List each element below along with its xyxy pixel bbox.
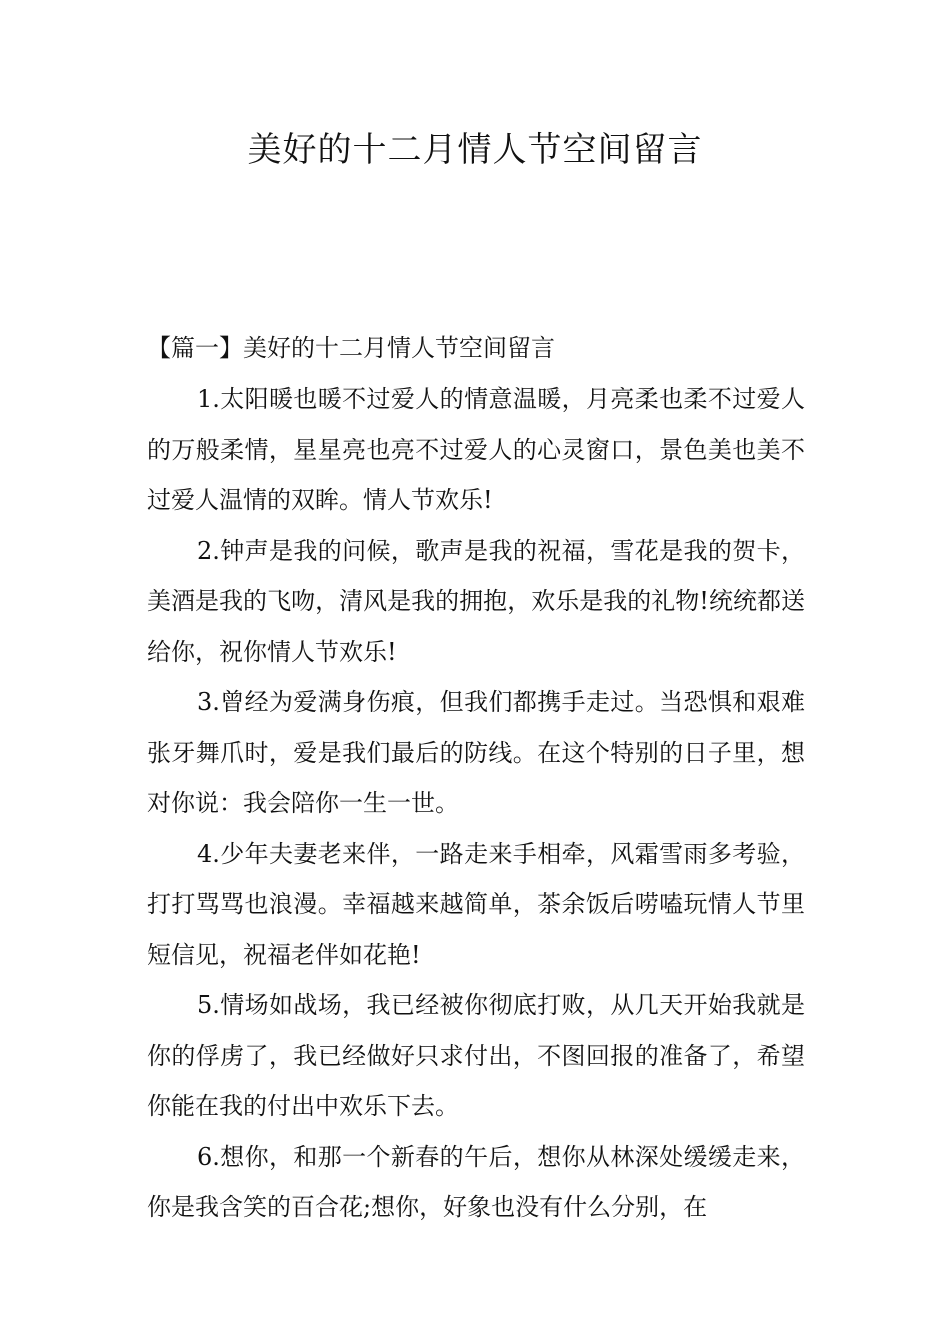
paragraph-6: 6.想你，和那一个新春的午后，想你从林深处缓缓走来，你是我含笑的百合花;想你，好象也没有什么分别，在 (147, 1142, 805, 1221)
paragraph-2: 2.钟声是我的问候，歌声是我的祝福，雪花是我的贺卡，美酒是我的飞吻，清风是我的拥抱，欢乐是我的礼物!统统都送给你，祝你情人节欢乐! (147, 536, 805, 666)
section-heading: 【篇一】美好的十二月情人节空间留言 (147, 334, 555, 362)
paragraph-5: 5.情场如战场，我已经被你彻底打败，从几天开始我就是你的俘虏了，我已经做好只求付出，不图回报的准备了，希望你能在我的付出中欢乐下去。 (147, 991, 805, 1120)
paragraph-4: 4.少年夫妻老来伴，一路走来手相牵，风霜雪雨多考验，打打骂骂也浪漫。幸福越来越简单，茶余饭后唠嗑玩情人节里短信见，祝福老伴如花艳! (147, 839, 805, 969)
paragraph-1: 1.太阳暖也暖不过爱人的情意温暖，月亮柔也柔不过爱人的万般柔情，星星亮也亮不过爱人的心灵窗口，景色美也美不过爱人温情的双眸。情人节欢乐! (147, 385, 805, 514)
document-body (147, 374, 805, 1233)
paragraph-3: 3.曾经为爱满身伤痕，但我们都携手走过。当恐惧和艰难张牙舞爪时，爱是我们最后的防线。在这个特别的日子里，想对你说：我会陪你一生一世。 (147, 688, 805, 817)
document-title: 美好的十二月情人节空间留言 (247, 130, 703, 170)
